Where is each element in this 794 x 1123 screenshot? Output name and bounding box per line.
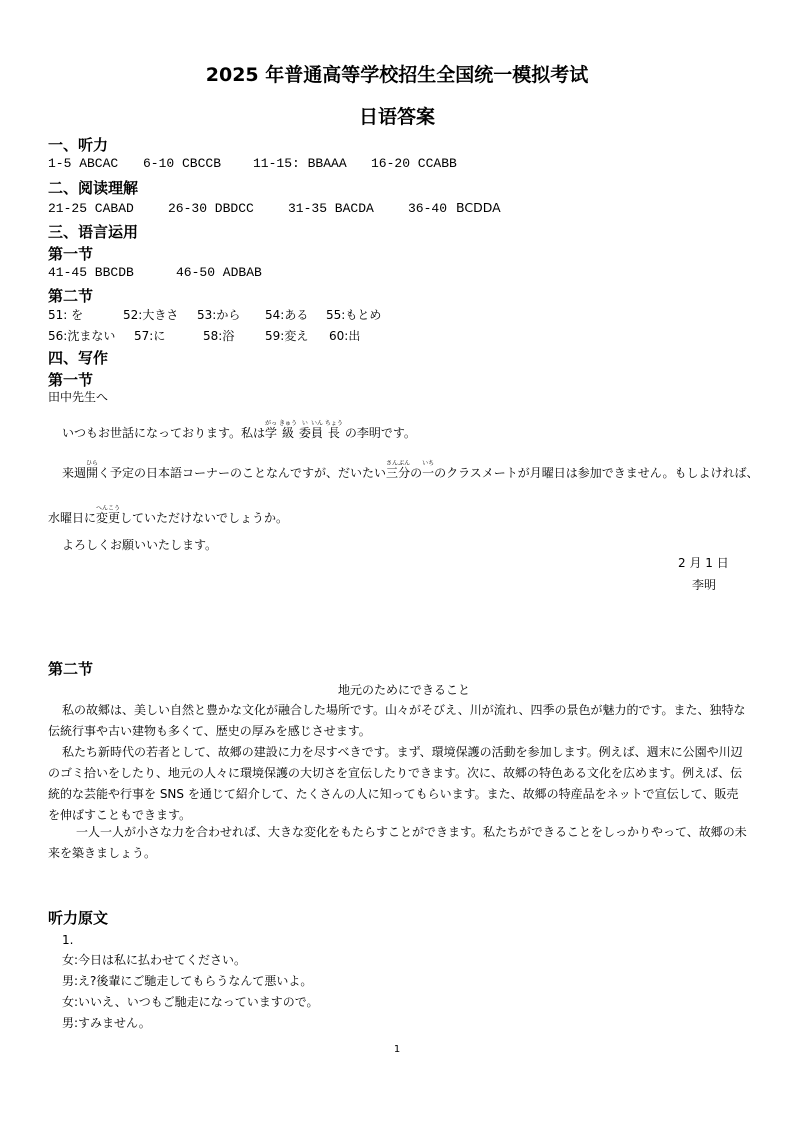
answer-group: 31-35 BACDA [288,201,374,216]
letter-signature: 李明 [692,578,717,592]
ruby-reading: きゅう [278,420,297,427]
answer-group: 6-10 CBCCB [143,156,222,171]
answer-group: 21-25 CABAD [48,201,134,216]
page-number: 1 [393,1044,401,1055]
ruby-base: 変更 [96,511,121,525]
letter-text: く予定の日本語コーナーのことなんですが、だいたい [98,466,387,480]
answer-group: 41-45 BBCDB [48,265,134,280]
listening-answers [48,156,457,171]
writing-section2-heading: 第二节 [48,660,94,678]
letter-text: のクラスメートが月曜日は参加できません。もしよければ、 [434,466,759,480]
letter-text: 水曜日に [48,511,97,525]
page-subtitle: 日语答案 [358,106,435,128]
listening-heading: 一、听力 [48,136,109,154]
ruby-reading: へんこう [96,505,121,512]
answer-group: BCDDA [456,200,501,215]
ruby-reading: ひら [86,460,99,467]
letter-text: 来週 [62,466,87,480]
reading-answers [48,200,501,216]
ruby-base: 一 [422,466,435,480]
essay-paragraph-1: 私の故郷は、美しい自然と豊かな文化が融合した場所です。山々がそびえ、川が流れ、四季の景色が魅力的です。また、独特な伝統行事や古い建物も多くて、歴史の厚みを感じさせます。 [48,703,746,738]
ruby-reading: がっ [265,420,278,427]
letter-text: の [410,466,423,480]
reading-heading: 二、阅读理解 [48,179,139,197]
answer-item: 51: を [48,308,84,322]
ruby-base: 員 [310,426,323,440]
transcript-line: 女:今日は私に払わせてください。 [62,953,247,967]
ruby-base: 分 [398,466,411,480]
letter-line-1 [62,420,416,443]
answer-group: 26-30 DBDCC [168,201,254,216]
ruby-reading: ちょう [324,420,343,427]
essay-title: 地元のためにできること [337,683,470,697]
ruby-base: 級 [278,426,297,440]
transcript-line: 男:すみません。 [62,1016,151,1030]
answer-item: 60:出 [329,329,361,343]
answer-item: 59:変え [265,329,309,343]
ruby-base: 長 [324,426,343,440]
answer-item: 57:に [134,329,166,343]
ruby-reading: い [298,420,311,427]
answer-group: 16-20 CCABB [371,156,457,171]
ruby-base: 委 [298,426,311,440]
letter-text: の李明です。 [344,426,416,440]
language-use-section2-row2 [48,327,360,344]
language-use-section1-answers [48,265,262,280]
answer-group: 1-5 ABCAC [48,156,119,171]
letter-date: 2 月 1 日 [678,556,729,570]
essay-paragraph-2: 私たち新時代の若者として、故郷の建設に力を尽すべきです。まず、環境保護の活動を参加します。例えば、週末に公園や川辺のゴミ拾いをしたり、地元の人々に環境保護の大切さを宣伝したりできます。次に、故郷の特色ある文化を広めます。例えば、伝統的な芸能や行事を SNS を通じて紹介して、たくさんの人に知ってもらいます。また、故郷の特産品をネットで宣伝して、販売を伸ばすこともできます。 [48,745,743,822]
letter-line-3 [48,505,288,528]
answer-group: 46-50 ADBAB [176,265,262,280]
transcript-line: 女:いいえ、いつもご馳走になっていますので。 [62,995,319,1009]
language-use-section1-heading: 第一节 [48,245,94,263]
language-use-section2-heading: 第二节 [48,287,94,305]
ruby-base: 開 [86,466,99,480]
answer-item: 54:ある [265,308,309,322]
writing-heading: 四、写作 [48,349,109,367]
ruby-reading: さん [386,460,399,467]
transcript-line: 男:え?後輩にご馳走してもらうなんて悪いよ。 [62,974,313,988]
letter-salutation: 田中先生へ [48,390,109,404]
letter-text: していただけないでしょうか。 [120,511,289,525]
ruby-reading: いん [310,420,323,427]
writing-section1-heading: 第一节 [48,371,94,389]
answer-group-label: 36-40 [408,201,448,216]
letter-line-2 [62,460,758,483]
letter-closing: よろしくお願いいたします。 [62,538,218,552]
answer-item: 56:沈まない [48,329,116,343]
language-use-section2-row1 [48,306,381,323]
essay-paragraph-3: 一人一人が小さな力を合わせれば、大きな変化をもたらすことができます。私たちができることをしっかりやって、故郷の未来を築きましょう。 [48,825,747,860]
ruby-reading: いち [422,460,435,467]
ruby-base: 三 [386,466,399,480]
answer-item: 53:から [197,308,241,322]
transcript-heading: 听力原文 [48,909,109,927]
letter-text: いつもお世話になっております。私は [62,426,266,440]
transcript-number: 1. [62,933,74,947]
answer-group: 11-15: BBAAA [253,156,347,171]
answer-item: 52:大きさ [123,308,179,322]
ruby-base: 学 [265,426,278,440]
language-use-heading: 三、语言运用 [48,223,139,241]
answer-item: 55:もとめ [326,308,382,322]
ruby-reading: ぶん [398,460,411,467]
answer-item: 58:浴 [203,329,235,343]
page-title: 2025 年普通高等学校招生全国统一模拟考试 [205,64,589,86]
